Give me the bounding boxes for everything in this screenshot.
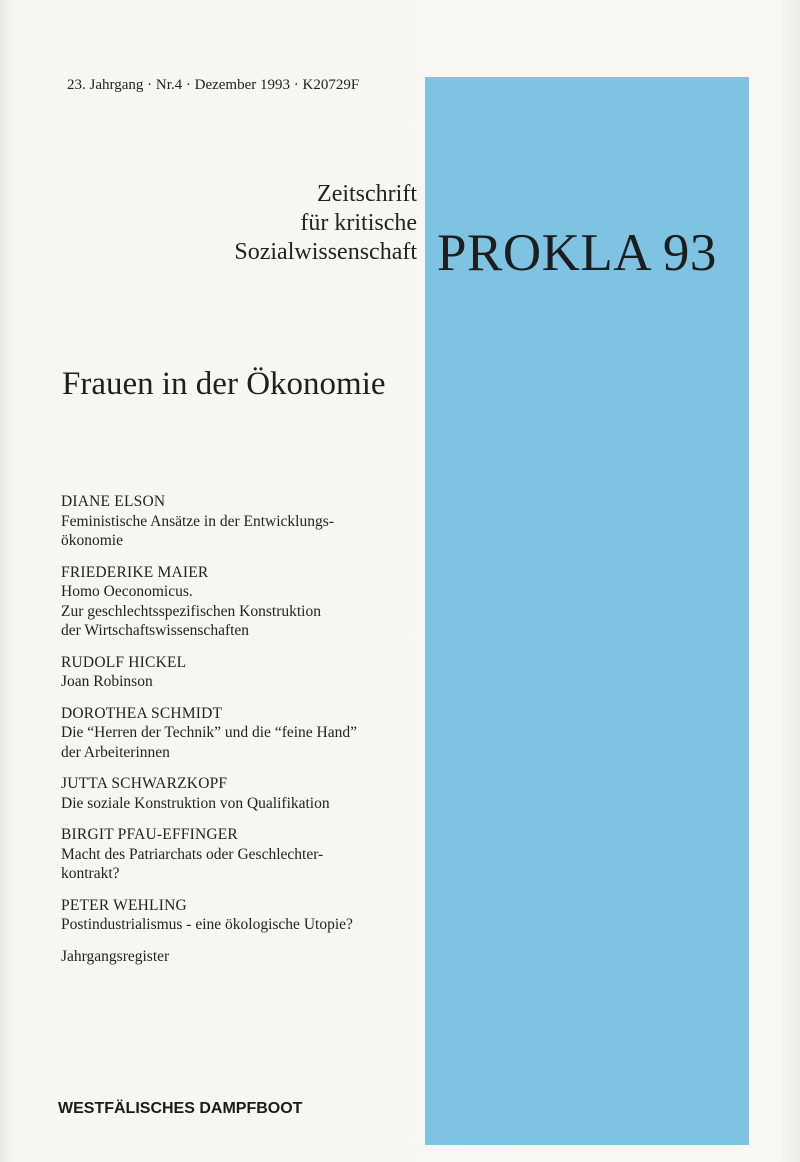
issue-info: 23. Jahrgang · Nr.4 · Dezember 1993 · K20729F [67,77,360,93]
article-title-line: ökonomie [61,532,123,549]
theme-title: Frauen in der Ökonomie [62,366,386,402]
article-title-line: der Wirtschaftswissenschaften [61,622,250,639]
annual-register: Jahrgangsregister [61,947,170,965]
author-name: DOROTHEA SCHMIDT [61,704,223,722]
article-title-line: Macht des Patriarchats oder Geschlechter- [61,845,324,863]
author-name: RUDOLF HICKEL [61,653,187,671]
article-title-line: Joan Robinson [61,673,153,690]
author-name: BIRGIT PFAU-EFFINGER [61,826,238,843]
contents-entry [61,704,421,763]
article-title-line: Homo Oeconomicus. [61,583,193,600]
journal-subtitle [234,180,417,267]
contents-entry [61,563,421,641]
author-name: JUTTA SCHWARZKOPF [61,775,228,792]
article-title-line: Feministische Ansätze in der Entwicklungs- [61,512,334,530]
article-title-line: Die “Herren der Technik” und die “feine Hand” [61,724,357,741]
article-title-line: der Arbeiterinnen [61,743,170,761]
publisher-name: WESTFÄLISCHES DAMPFBOOT [58,1100,303,1117]
article-title-line: Zur geschlechtsspezifischen Konstruktion [61,602,321,620]
author-name: FRIEDERIKE MAIER [61,563,209,581]
author-name: DIANE ELSON [61,493,166,510]
contents-entry [61,825,421,884]
contents-entry [61,774,421,813]
contents-entry [61,492,421,551]
article-title-line: kontrakt? [61,865,120,882]
table-of-contents [61,492,421,966]
article-title-line: Postindustrialismus - eine ökologische Utopie? [61,916,353,933]
article-title-line: Die soziale Konstruktion von Qualifikation [61,794,330,812]
journal-title: PROKLA 93 [437,224,717,282]
subtitle-line: Zeitschrift [317,181,417,207]
subtitle-line: für kritische [300,210,417,236]
author-name: PETER WEHLING [61,896,187,914]
contents-entry [61,653,421,692]
contents-entry [61,896,421,935]
subtitle-line: Sozialwissenschaft [234,239,417,265]
